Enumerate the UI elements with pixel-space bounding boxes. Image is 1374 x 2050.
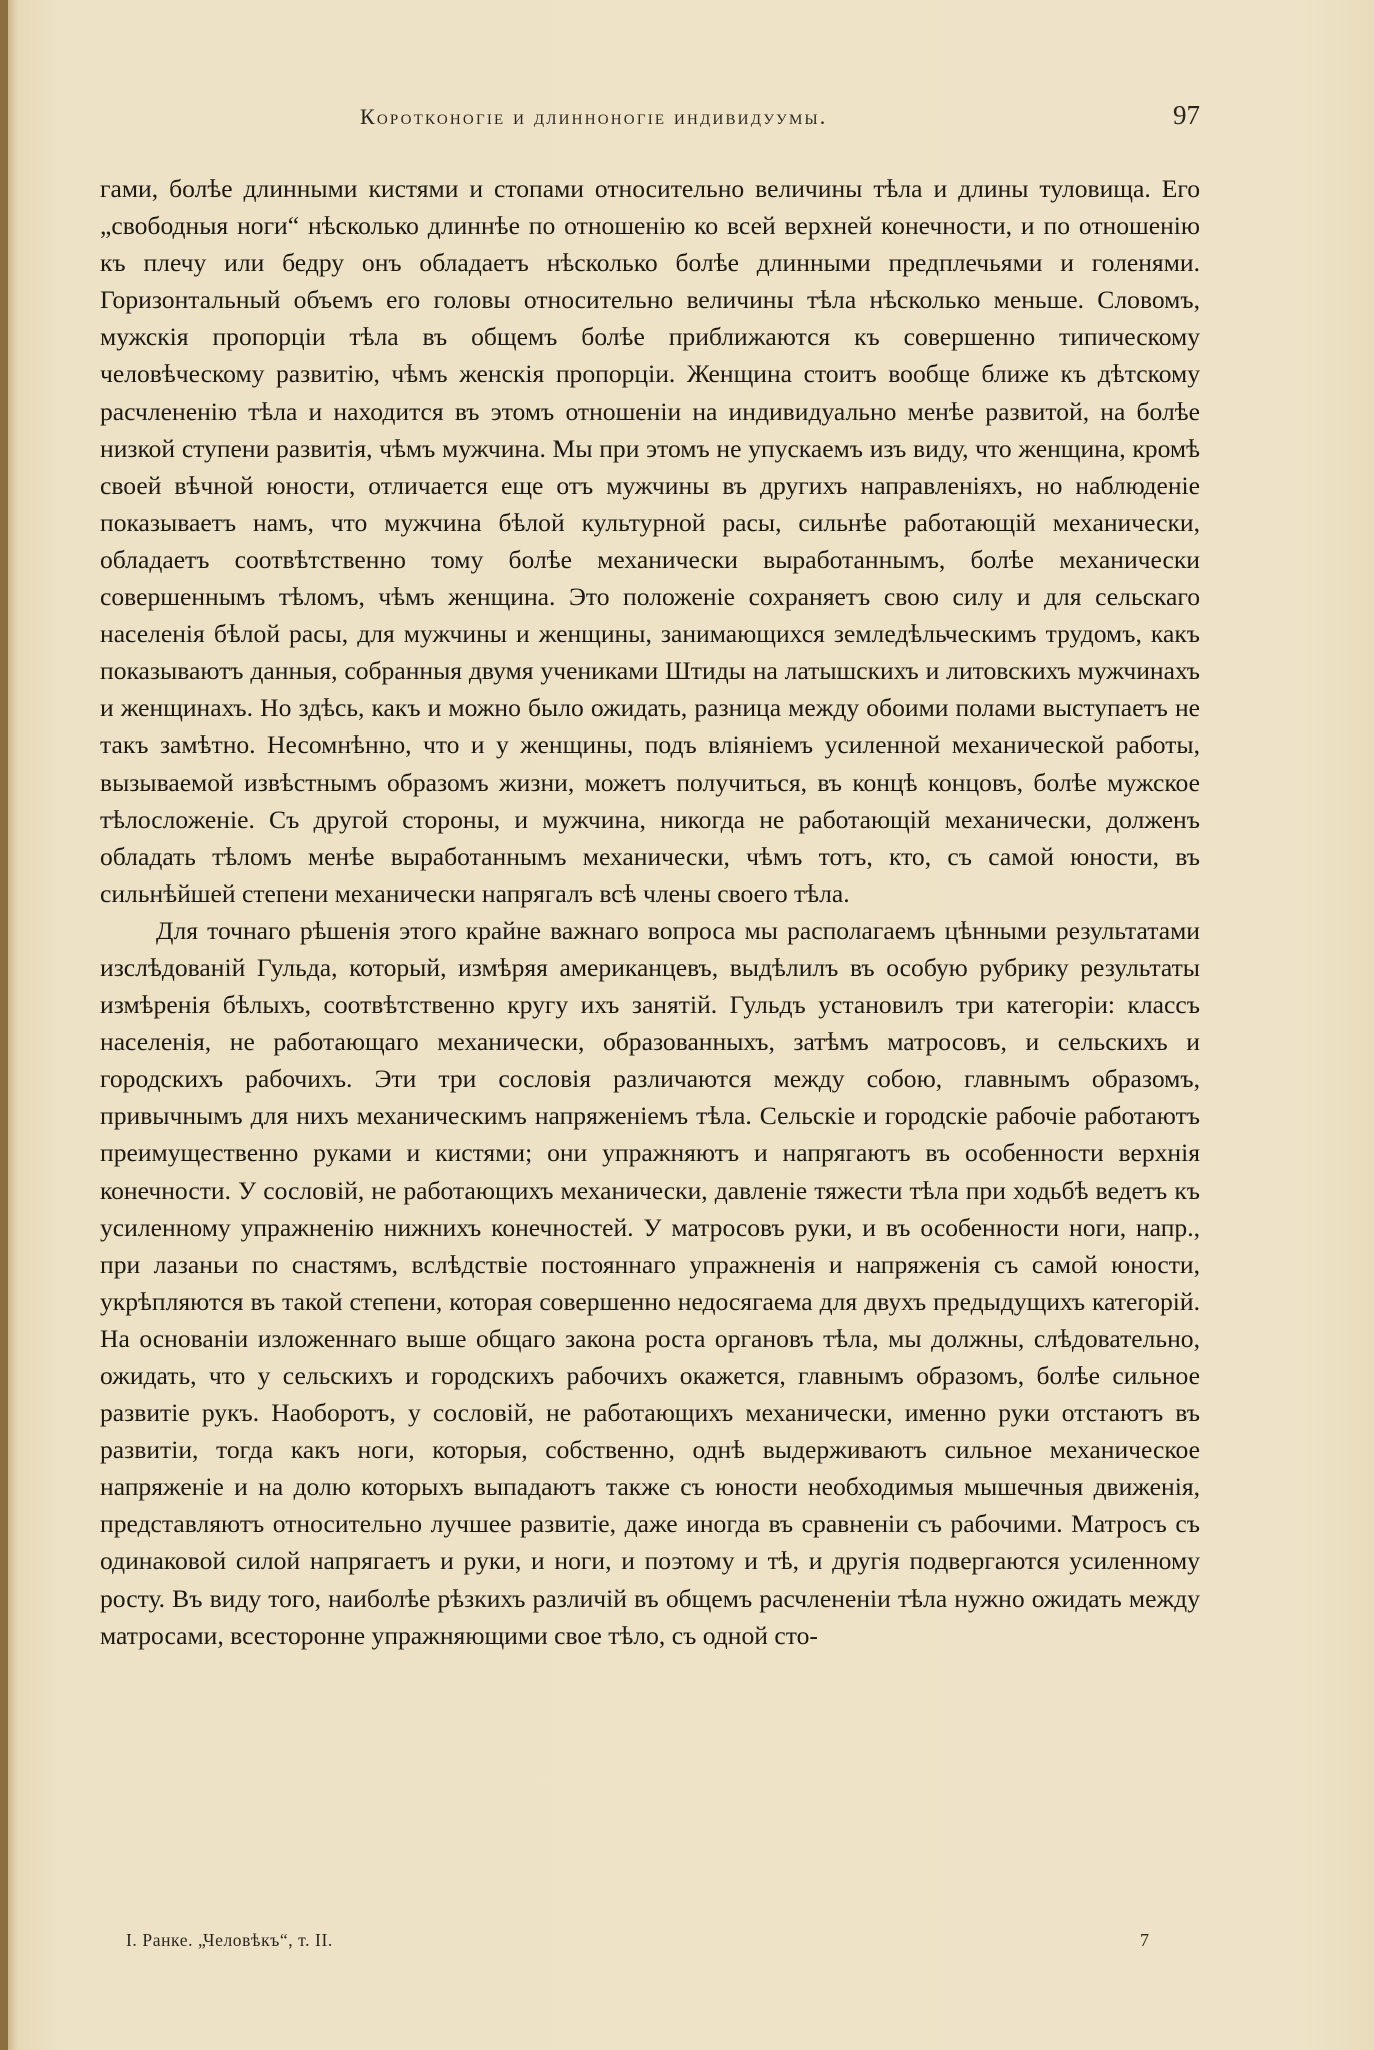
page-spine-edge bbox=[0, 0, 8, 2050]
body-text bbox=[100, 170, 1200, 1654]
page-footer bbox=[100, 1930, 1200, 1960]
running-head bbox=[100, 100, 1200, 140]
paragraph: гами, болѣе длинными кистями и стопами относительно величины тѣла и длины туловища. Его „свободныя ноги“ нѣсколько длиннѣе по отношенію ко всей верхней конечности, и по отношенію къ плечу или бедру онъ обладаетъ нѣсколько болѣе длинными предплечьями и голенями. Горизонтальный объемъ его головы относительно величины тѣла нѣсколько меньше. Словомъ, мужскія пропорціи тѣла въ общемъ болѣе приближаются къ совершенно типическому человѣческому развитію, чѣмъ женскія пропорціи. Женщина стоитъ вообще ближе къ дѣтскому расчлененію тѣла и находится въ этомъ отношеніи на индивидуально менѣе развитой, на болѣе низкой ступени развитія, чѣмъ мужчина. Мы при этомъ не упускаемъ изъ виду, что женщина, кромѣ своей вѣчной юности, отличается еще отъ мужчины въ другихъ направленіяхъ, но наблюденіе показываетъ намъ, что мужчина бѣлой культурной расы, сильнѣе работающій механически, обладаетъ соотвѣтственно тому болѣе механически выработаннымъ, болѣе механически совершеннымъ тѣломъ, чѣмъ женщина. Это положеніе сохраняетъ свою силу и для сельскаго населенія бѣлой расы, для мужчины и женщины, занимающихся земледѣльческимъ трудомъ, какъ показываютъ данныя, собранныя двумя учениками Штиды на латышскихъ и литовскихъ мужчинахъ и женщинахъ. Но здѣсь, какъ и можно было ожидать, разница между обоими полами выступаетъ не такъ замѣтно. Несомнѣнно, что и у женщины, подъ вліяніемъ усиленной механической работы, вызываемой извѣстнымъ образомъ жизни, можетъ получиться, въ концѣ концовъ, болѣе мужское тѣлосложеніе. Съ другой стороны, и мужчина, никогда не работающій механически, долженъ обладать тѣломъ менѣе выработаннымъ механически, чѣмъ тотъ, кто, съ самой юности, въ сильнѣйшей степени механически напрягалъ всѣ члены своего тѣла. bbox=[100, 174, 1200, 908]
page-number: 97 bbox=[1173, 100, 1200, 130]
paragraph: Для точнаго рѣшенія этого крайне важнаго вопроса мы располагаемъ цѣнными результатами изслѣдованій Гульда, который, измѣряя американцевъ, выдѣлилъ въ особую рубрику результаты измѣренія бѣлыхъ, соотвѣтственно кругу ихъ занятій. Гульдъ установилъ три категоріи: классъ населенія, не работающаго механически, образованныхъ, затѣмъ матросовъ, и сельскихъ и городскихъ рабочихъ. Эти три сословія различаются между собою, главнымъ образомъ, привычнымъ для нихъ механическимъ напряженіемъ тѣла. Сельскіе и городскіе рабочіе работаютъ преимущественно руками и кистями; они упражняютъ и напрягаютъ въ особенности верхнія конечности. У сословій, не работающихъ механически, давленіе тяжести тѣла при ходьбѣ ведетъ къ усиленному упражненію нижнихъ конечностей. У матросовъ руки, и въ особенности ноги, напр., при лазаньи по снастямъ, вслѣдствіе постояннаго упражненія и напряженія съ самой юности, укрѣпляются въ такой степени, которая совершенно недосягаема для двухъ предыдущихъ категорій. На основаніи изложеннаго выше общаго закона роста органовъ тѣла, мы должны, слѣдовательно, ожидать, что у сельскихъ и городскихъ рабочихъ окажется, главнымъ образомъ, болѣе сильное развитіе рукъ. Наоборотъ, у сословій, не работающихъ механически, именно руки отстаютъ въ развитіи, тогда какъ ноги, которыя, собственно, однѣ выдерживаютъ сильное механическое напряженіе и на долю которыхъ выпадаютъ также съ юности необходимыя мышечныя движенія, представляютъ относительно лучшее развитіе, даже иногда въ сравненіи съ рабочими. Матросъ съ одинаковой силой напрягаетъ и руки, и ноги, и поэтому и тѣ, и другія подвергаются усиленному росту. Въ виду того, наиболѣе рѣзкихъ различій въ общемъ расчлененіи тѣла нужно ожидать между матросами, всесторонне упражняющими свое тѣло, съ одной сто- bbox=[100, 915, 1200, 1650]
signature-mark: 7 bbox=[1140, 1930, 1149, 1950]
running-title: Коротконогіе и длинноногіе индивидуумы. bbox=[360, 104, 828, 129]
footer-reference: I. Ранке. „Человѣкъ“, т. II. bbox=[126, 1930, 333, 1950]
